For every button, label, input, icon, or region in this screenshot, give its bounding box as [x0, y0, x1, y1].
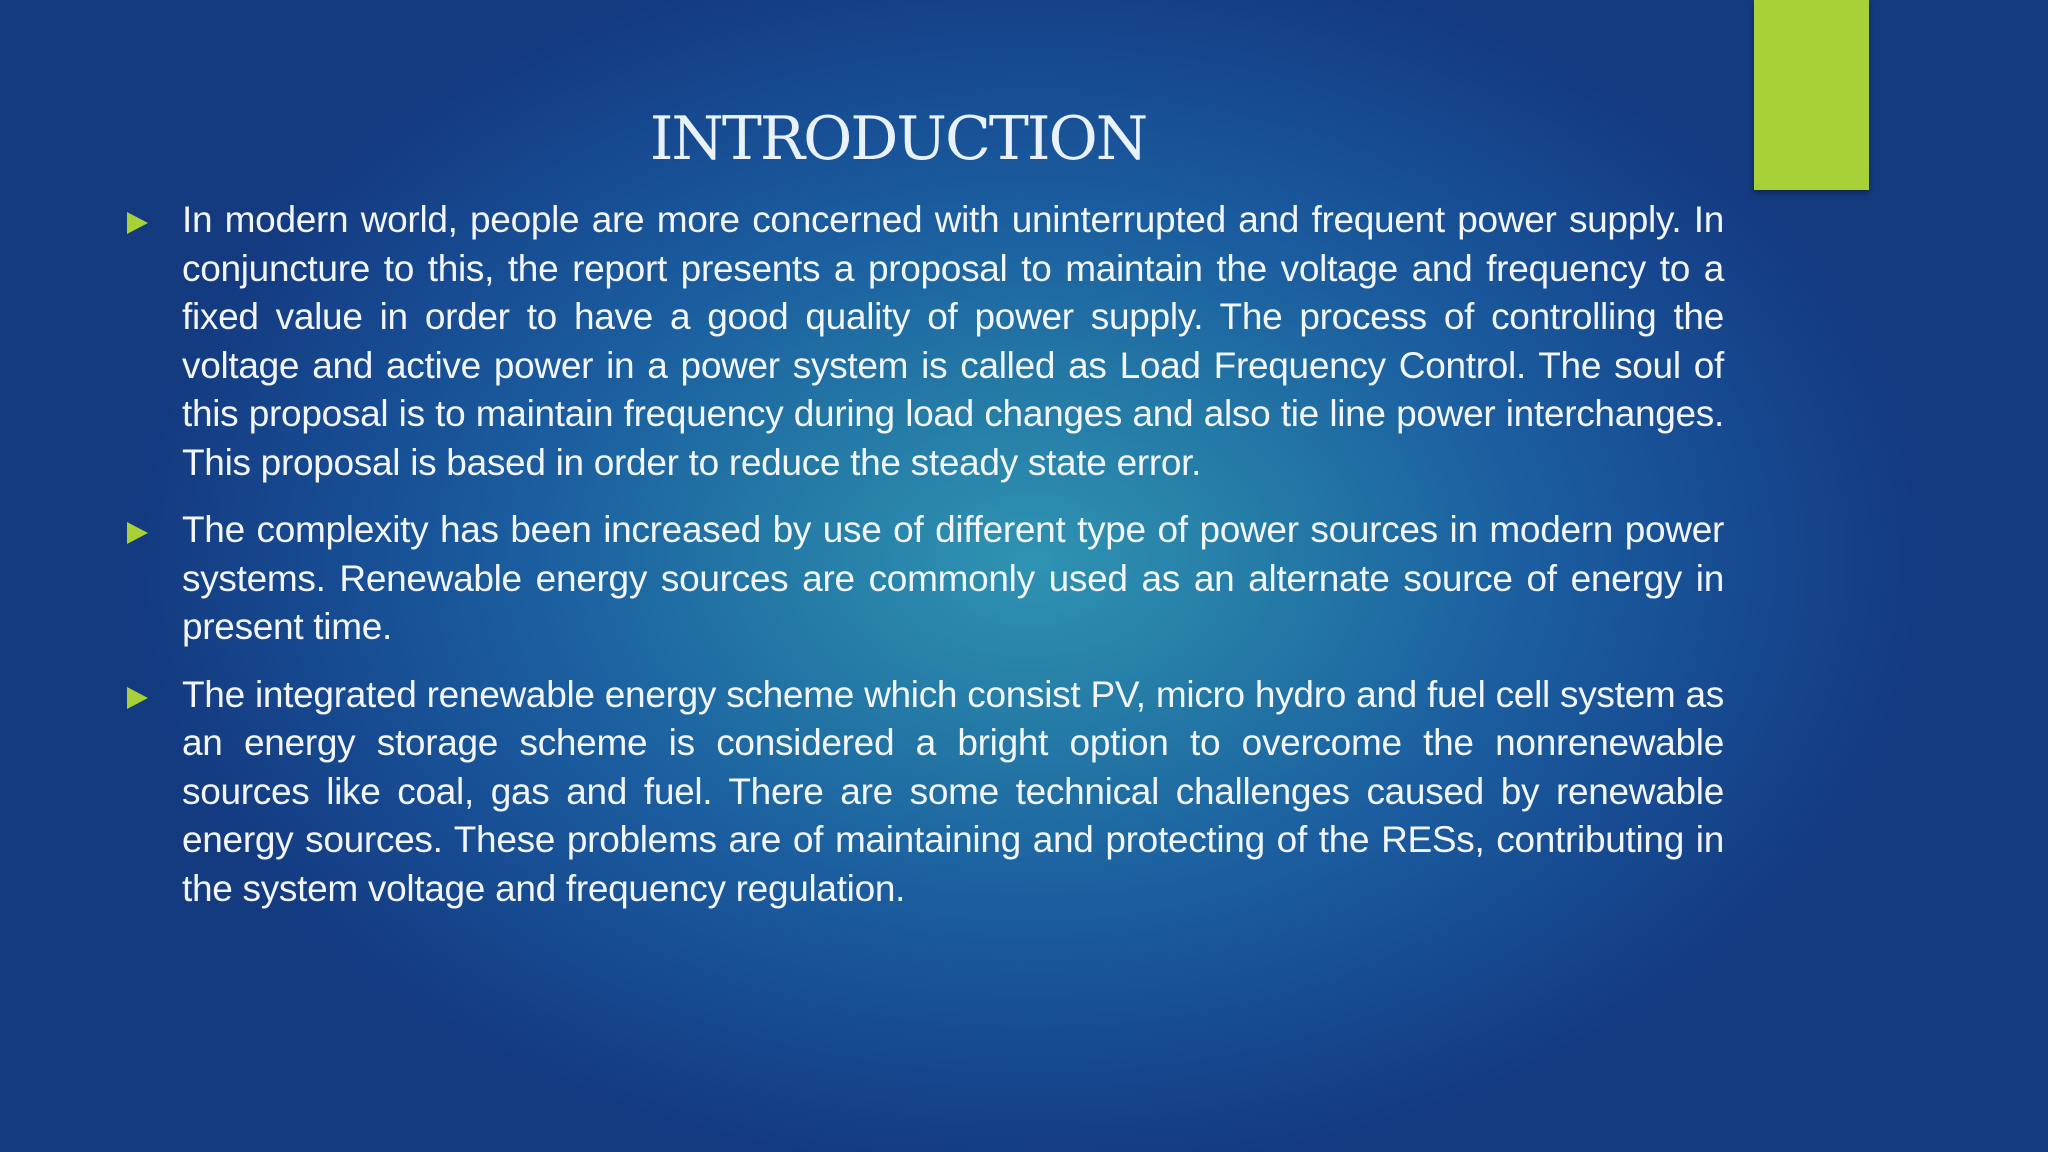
slide-title: INTRODUCTION [649, 104, 1147, 174]
triangle-right-icon [127, 687, 148, 709]
triangle-right-icon [127, 212, 148, 234]
bullet-item [124, 196, 1724, 487]
bullet-item [124, 671, 1724, 914]
bullet-item [124, 506, 1724, 652]
triangle-right-icon [127, 522, 148, 544]
bullet-text: The integrated renewable energy scheme which consist PV, micro hydro and fuel cell system as an energy storage scheme is considered a bright option to overcome the nonrenewable sources like coal, gas and fuel. There are some technical challenges caused by renewable energy sources. These problems are of maintaining and protecting of the RESs, contributing in the system voltage and frequency regulation. [182, 673, 1724, 909]
bullet-text: In modern world, people are more concerned with uninterrupted and frequent power supply. In conjuncture to this, the report presents a proposal to maintain the voltage and frequency to a fixed value in order to have a good quality of power supply. The process of controlling the voltage and active power in a power system is called as Load Frequency Control. The soul of this proposal is to maintain frequency during load changes and also tie line power interchanges. This proposal is based in order to reduce the steady state error. [182, 199, 1724, 483]
bullet-list [124, 196, 1724, 932]
bullet-text: The complexity has been increased by use of different type of power sources in modern power systems. Renewable energy sources are commonly used as an alternate source of energy in present time. [182, 509, 1724, 647]
